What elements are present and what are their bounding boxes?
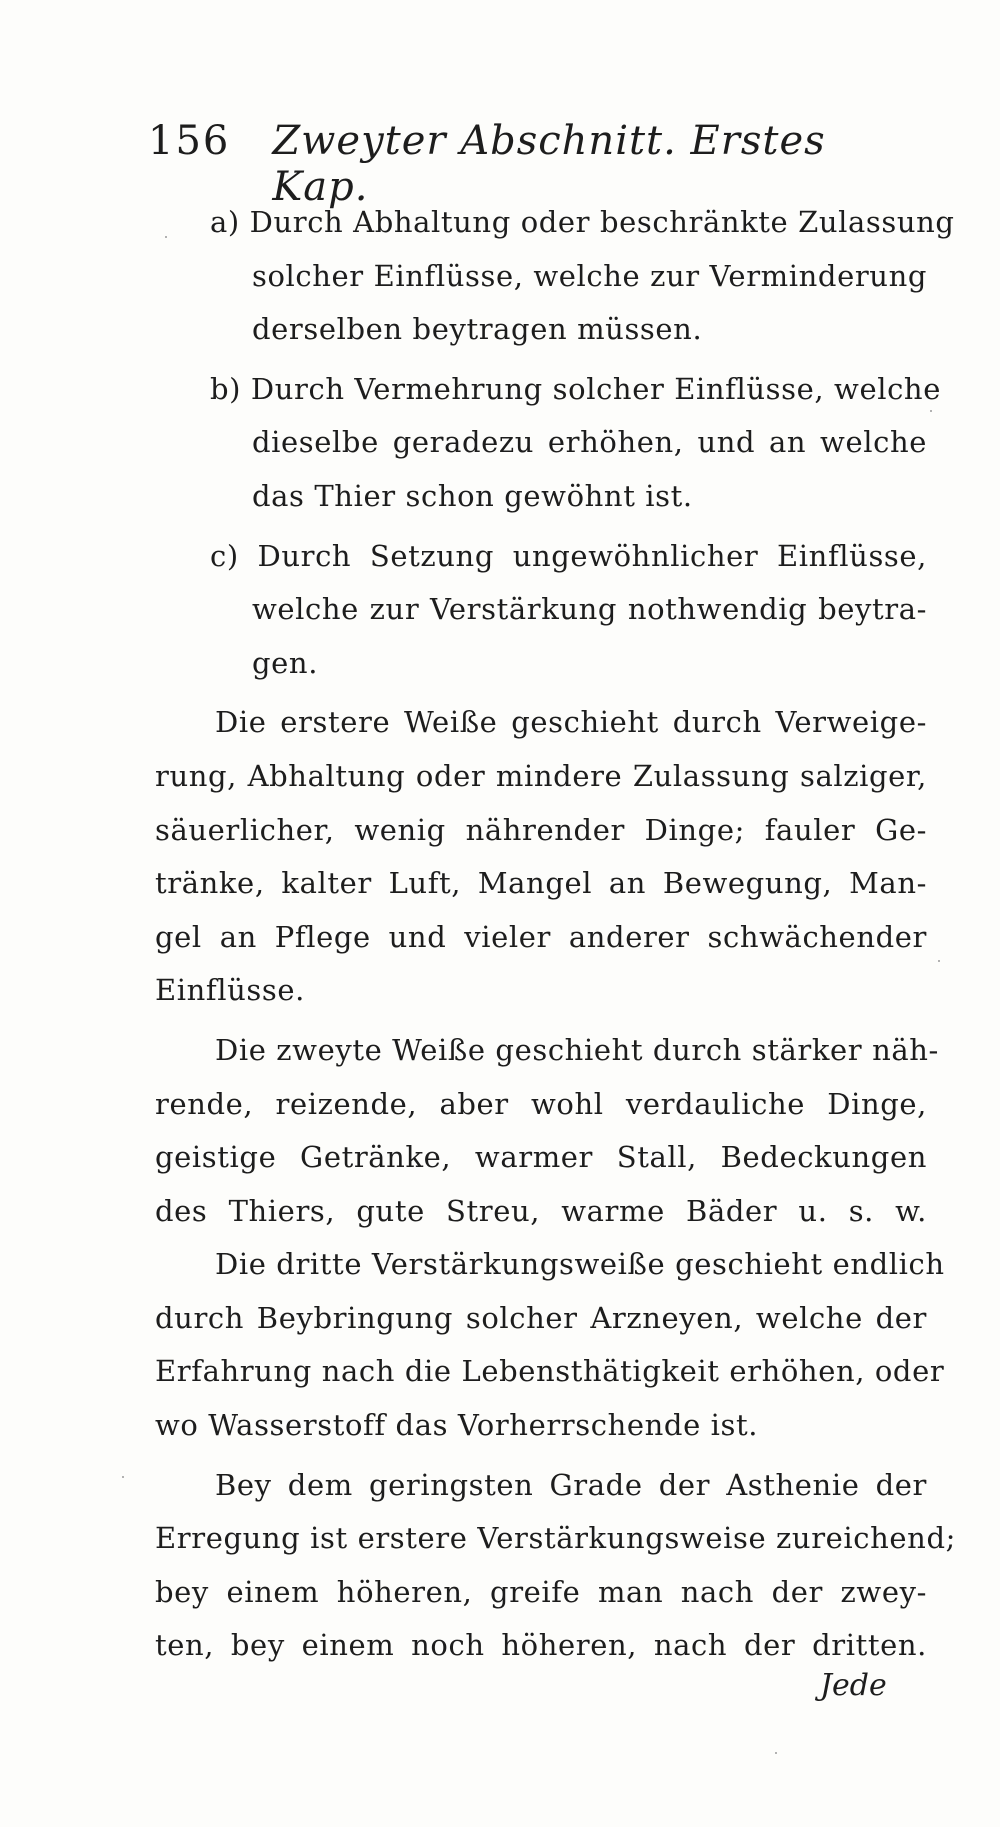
text-line: Bey dem geringsten Grade der Asthenie der (215, 1467, 927, 1502)
text-line: solcher Einflüsse, welche zur Verminderung (252, 258, 928, 293)
text-line: gel an Pflege und vieler anderer schwächender (155, 919, 927, 954)
text-line: Erfahrung nach die Lebensthätigkeit erhöhen, oder (155, 1354, 945, 1389)
paper-speck (775, 1752, 777, 1754)
text-line: das Thier schon gewöhnt ist. (252, 478, 693, 513)
text-line: wo Wasserstoff das Vorherrschende ist. (155, 1408, 759, 1443)
text-line: Die zweyte Weiße geschieht durch stärker näh- (215, 1032, 939, 1067)
text-line: säuerlicher, wenig nährender Dinge; fauler Ge- (155, 812, 927, 847)
page-header (148, 118, 868, 210)
text-line: bey einem höheren, greife man nach der zwey- (155, 1574, 927, 1609)
body-text (155, 196, 956, 1673)
text-line: rung, Abhaltung oder mindere Zulassung salziger, (155, 758, 927, 793)
text-line: ten, bey einem noch höheren, nach der dritten. (155, 1628, 927, 1663)
page-number: 156 (148, 118, 231, 164)
text-line: derselben beytragen müssen. (252, 312, 703, 347)
text-line: c) Durch Setzung ungewöhnlicher Einflüsse, (210, 538, 927, 573)
text-line: tränke, kalter Luft, Mangel an Bewegung, Man- (155, 866, 927, 901)
text-line: des Thiers, gute Streu, warme Bäder u. s. w. (155, 1193, 927, 1228)
catchword: Jede (820, 1668, 887, 1703)
paper-speck (165, 236, 167, 238)
text-line: welche zur Verstärkung nothwendig beytra- (252, 592, 927, 627)
text-line: durch Beybringung solcher Arzneyen, welche der (155, 1300, 927, 1335)
text-line: gen. (252, 645, 319, 680)
text-line: dieselbe geradezu erhöhen, und an welche (252, 425, 927, 460)
paper-speck (122, 1476, 124, 1478)
text-line: Die erstere Weiße geschieht durch Verweige- (215, 705, 927, 740)
running-head: Zweyter Abschnitt. Erstes Kap. (272, 118, 826, 210)
text-line: b) Durch Vermehrung solcher Einflüsse, welche (210, 371, 941, 406)
text-line: geistige Getränke, warmer Stall, Bedeckungen (155, 1140, 927, 1175)
paper-speck (938, 960, 940, 962)
text-line: rende, reizende, aber wohl verdauliche Dinge, (155, 1086, 927, 1121)
text-line: Erregung ist erstere Verstärkungsweise zureichend; (155, 1521, 956, 1556)
paper-speck (930, 410, 932, 412)
text-line: Einflüsse. (155, 973, 305, 1008)
text-line: a) Durch Abhaltung oder beschränkte Zulassung (210, 205, 955, 239)
text-line: Die dritte Verstärkungsweiße geschieht endlich (215, 1247, 945, 1282)
